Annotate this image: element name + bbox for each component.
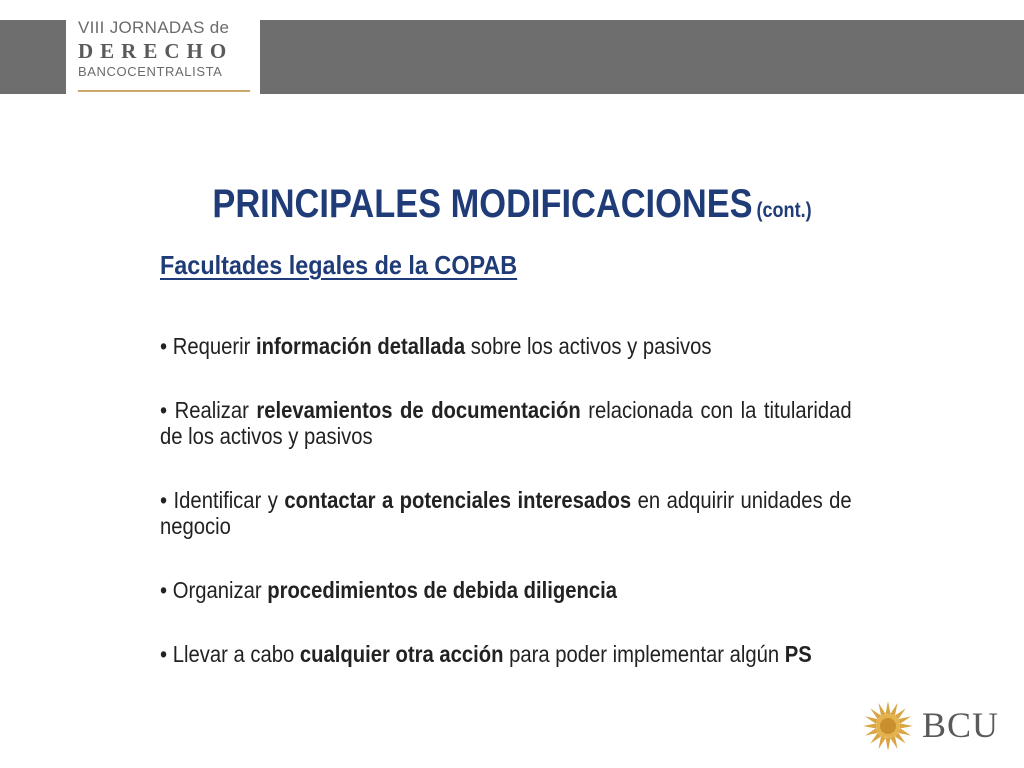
- bullet-text: • Requerir: [160, 333, 256, 359]
- bullet-item: [160, 397, 852, 449]
- bullet-bold-text: cualquier otra acción: [299, 641, 504, 667]
- bullet-list: [160, 333, 852, 705]
- slide-title-main: PRINCIPALES MODIFICACIONES: [212, 182, 753, 226]
- slide-title: [72, 182, 953, 227]
- event-logo: [66, 8, 260, 94]
- slide-subtitle: Facultades legales de la COPAB: [160, 250, 518, 280]
- bullet-bold-text: información detallada: [255, 333, 466, 359]
- event-logo-line2: DERECHO: [78, 39, 234, 63]
- bullet-bold-text: procedimientos de debida diligencia: [267, 577, 617, 603]
- bullet-text: en adquirir unidades de negocio: [160, 487, 852, 539]
- bcu-logo: [862, 700, 1012, 756]
- bullet-item: [160, 641, 852, 667]
- bullet-text: • Realizar: [160, 397, 257, 423]
- bullet-text: • Organizar: [160, 577, 268, 603]
- bullet-bold-text: PS: [784, 641, 812, 667]
- bullet-bold-text: relevamientos de documentación: [256, 397, 581, 423]
- slide-title-suffix: (cont.): [756, 199, 812, 222]
- bullet-bold-text: contactar a potenciales interesados: [284, 487, 632, 513]
- sun-of-may-icon: [862, 700, 914, 752]
- bullet-item: [160, 577, 852, 603]
- bcu-logo-text: BCU: [922, 705, 1000, 745]
- bullet-item: [160, 487, 852, 539]
- bullet-text: para poder implementar algún: [503, 641, 785, 667]
- bullet-text: • Identificar y: [160, 487, 285, 513]
- bullet-text: sobre los activos y pasivos: [465, 333, 712, 359]
- bullet-item: [160, 333, 852, 359]
- event-logo-rule: [78, 90, 250, 92]
- bullet-text: relacionada con la titularidad de los activos y pasivos: [160, 397, 852, 449]
- bullet-text: • Llevar a cabo: [160, 641, 300, 667]
- event-logo-line3: BANCOCENTRALISTA: [78, 64, 223, 79]
- event-logo-line1: VIII JORNADAS de: [78, 18, 230, 37]
